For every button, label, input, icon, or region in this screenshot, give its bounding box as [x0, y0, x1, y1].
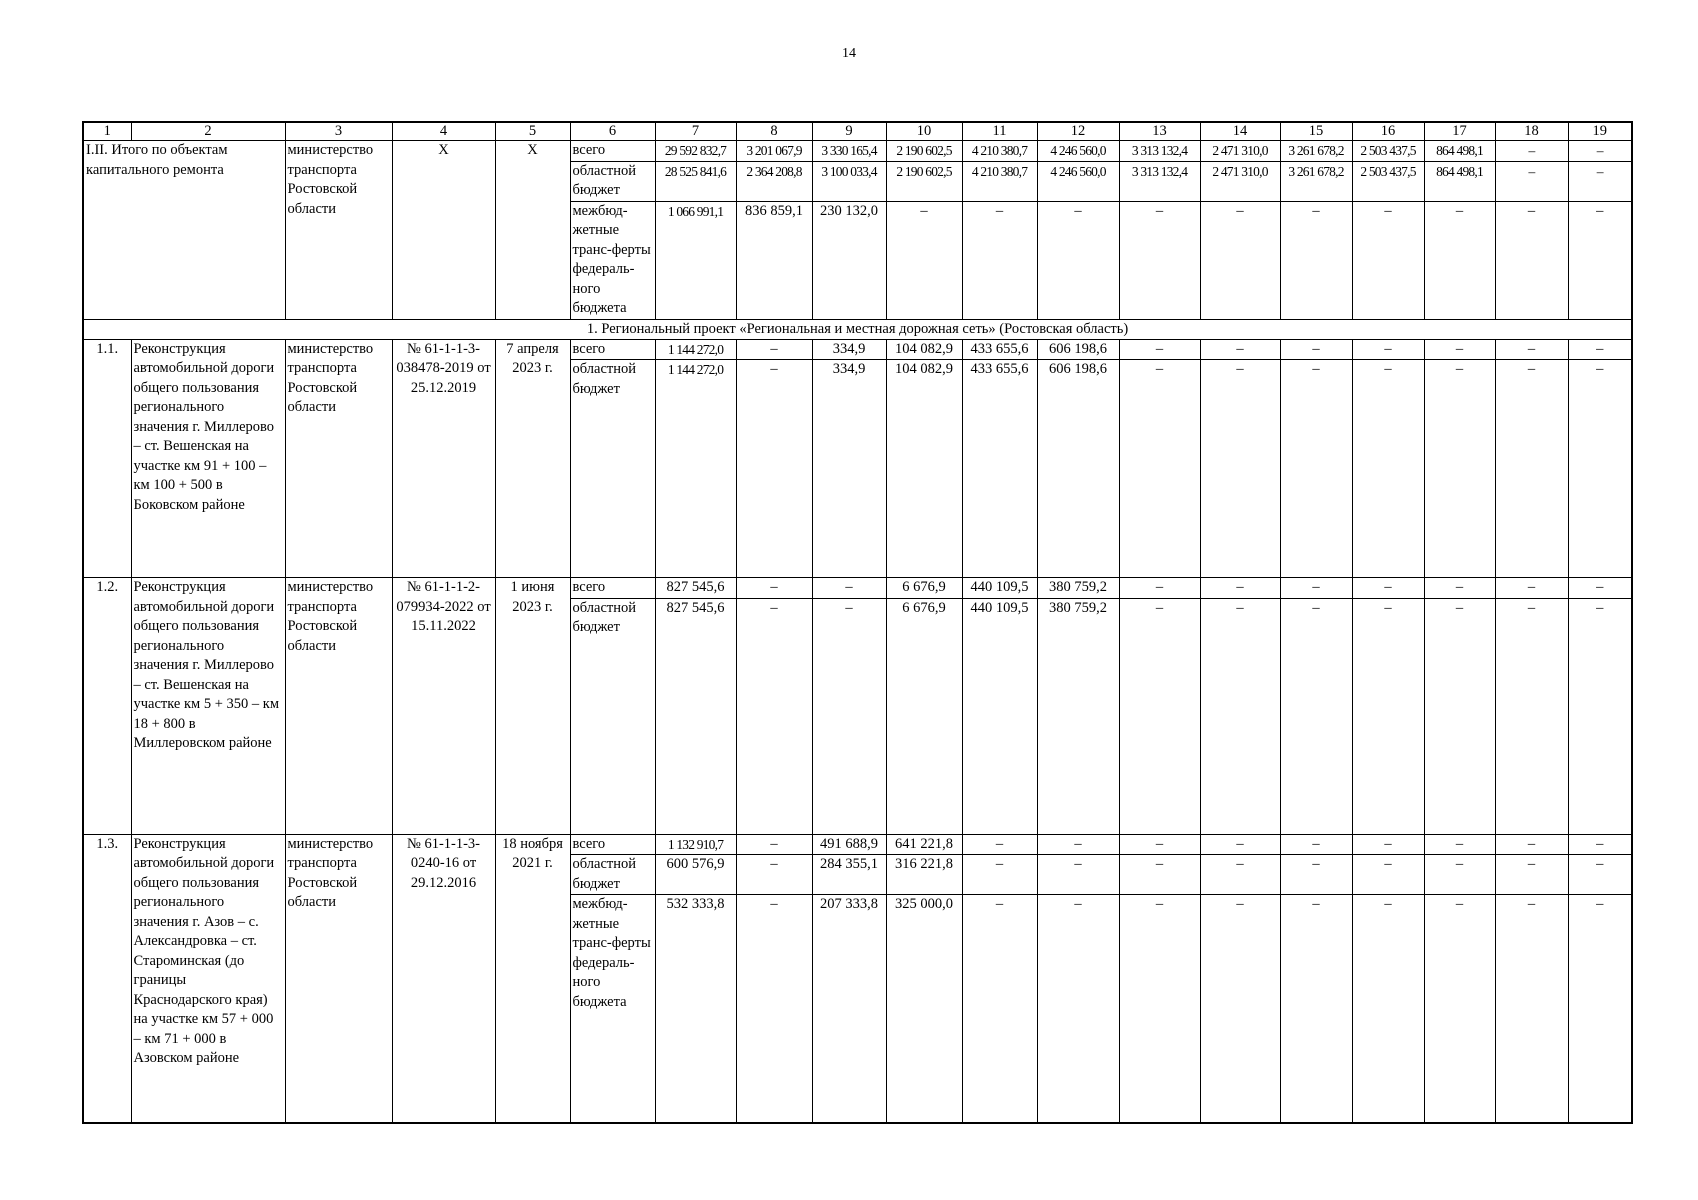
value-cell: –: [1119, 201, 1200, 319]
value-cell: 380 759,2: [1037, 578, 1119, 599]
value-cell: –: [962, 834, 1037, 855]
value-cell: –: [1424, 834, 1495, 855]
value-cell: 3 313 132,4: [1119, 141, 1200, 162]
funding-label: областной бюджет: [570, 161, 655, 201]
value-cell: –: [1280, 578, 1352, 599]
value-cell: 3 330 165,4: [812, 141, 886, 162]
value-cell: 4 210 380,7: [962, 141, 1037, 162]
value-cell: 1 144 272,0: [655, 339, 736, 360]
value-cell: –: [812, 578, 886, 599]
value-cell: –: [1200, 578, 1280, 599]
value-cell: 2 190 602,5: [886, 161, 962, 201]
value-cell: 433 655,6: [962, 360, 1037, 578]
value-cell: –: [1037, 201, 1119, 319]
value-cell: 6 676,9: [886, 598, 962, 834]
value-cell: 3 313 132,4: [1119, 161, 1200, 201]
value-cell: 2 471 310,0: [1200, 141, 1280, 162]
total-row-all: [83, 141, 1632, 162]
col-header: 14: [1200, 122, 1280, 141]
value-cell: –: [1495, 201, 1568, 319]
value-cell: 1 066 991,1: [655, 201, 736, 319]
value-cell: –: [1495, 855, 1568, 895]
value-cell: 836 859,1: [736, 201, 812, 319]
value-cell: 1 144 272,0: [655, 360, 736, 578]
value-cell: –: [1495, 339, 1568, 360]
value-cell: 864 498,1: [1424, 161, 1495, 201]
value-cell: 2 190 602,5: [886, 141, 962, 162]
value-cell: –: [1280, 834, 1352, 855]
value-cell: 3 100 033,4: [812, 161, 886, 201]
value-cell: 606 198,6: [1037, 339, 1119, 360]
value-cell: –: [1200, 834, 1280, 855]
value-cell: –: [1568, 895, 1632, 1123]
value-cell: 2 503 437,5: [1352, 161, 1424, 201]
value-cell: –: [1280, 339, 1352, 360]
col-header: 5: [495, 122, 570, 141]
project-index: 1.2.: [83, 578, 131, 835]
value-cell: –: [736, 578, 812, 599]
value-cell: 827 545,6: [655, 578, 736, 599]
value-cell: –: [1495, 578, 1568, 599]
project-agency: министерство транспорта Ростовской области: [285, 578, 392, 835]
value-cell: –: [1495, 895, 1568, 1123]
project-doc: № 61-1-1-3-0240-16 от 29.12.2016: [392, 834, 495, 1123]
value-cell: –: [736, 855, 812, 895]
col-header: 13: [1119, 122, 1200, 141]
value-cell: 4 246 560,0: [1037, 141, 1119, 162]
project-name: Реконструкция автомобильной дороги общего пользования регионального значения г. Азов – с. Александровка – ст. Староминская (до границы Краснодарского края) на участке км 57 + 000 – км 71 + 000 в Азовском районе: [131, 834, 285, 1123]
value-cell: –: [1119, 834, 1200, 855]
value-cell: 440 109,5: [962, 578, 1037, 599]
funding-label: межбюд-жетные транс-ферты федераль-ного бюджета: [570, 201, 655, 319]
value-cell: 641 221,8: [886, 834, 962, 855]
value-cell: 334,9: [812, 360, 886, 578]
value-cell: –: [1495, 360, 1568, 578]
value-cell: –: [1568, 161, 1632, 201]
value-cell: 827 545,6: [655, 598, 736, 834]
value-cell: –: [812, 598, 886, 834]
value-cell: 325 000,0: [886, 895, 962, 1123]
funding-label: всего: [570, 339, 655, 360]
column-number-row: [83, 122, 1632, 141]
value-cell: –: [1037, 895, 1119, 1123]
value-cell: 104 082,9: [886, 339, 962, 360]
project-doc: № 61-1-1-3-038478-2019 от 25.12.2019: [392, 339, 495, 578]
total-agency: министерство транспорта Ростовской области: [285, 141, 392, 320]
value-cell: 2 503 437,5: [1352, 141, 1424, 162]
col-header: 15: [1280, 122, 1352, 141]
value-cell: –: [1352, 201, 1424, 319]
value-cell: –: [1119, 598, 1200, 834]
project-name: Реконструкция автомобильной дороги общего пользования регионального значения г. Миллерово – ст. Вешенская на участке км 91 + 100 – км 100 + 500 в Боковском районе: [131, 339, 285, 578]
col-header: 19: [1568, 122, 1632, 141]
value-cell: –: [1037, 834, 1119, 855]
project-index: 1.3.: [83, 834, 131, 1123]
funding-label: всего: [570, 834, 655, 855]
value-cell: –: [1568, 360, 1632, 578]
value-cell: –: [886, 201, 962, 319]
project-index: 1.1.: [83, 339, 131, 578]
col-header: 10: [886, 122, 962, 141]
project-agency: министерство транспорта Ростовской области: [285, 834, 392, 1123]
value-cell: –: [1424, 201, 1495, 319]
value-cell: 3 261 678,2: [1280, 161, 1352, 201]
project-doc: № 61-1-1-2-079934-2022 от 15.11.2022: [392, 578, 495, 835]
value-cell: –: [1424, 578, 1495, 599]
value-cell: 532 333,8: [655, 895, 736, 1123]
value-cell: 3 201 067,9: [736, 141, 812, 162]
value-cell: –: [1280, 895, 1352, 1123]
col-header: 16: [1352, 122, 1424, 141]
value-cell: –: [962, 201, 1037, 319]
project-date: 7 апреля 2023 г.: [495, 339, 570, 578]
value-cell: –: [1280, 855, 1352, 895]
value-cell: –: [1119, 339, 1200, 360]
value-cell: 4 210 380,7: [962, 161, 1037, 201]
total-title: I.II. Итого по объектам капитального ремонта: [83, 141, 285, 320]
value-cell: –: [1495, 598, 1568, 834]
value-cell: 29 592 832,7: [655, 141, 736, 162]
value-cell: –: [1424, 360, 1495, 578]
funding-label: областной бюджет: [570, 855, 655, 895]
value-cell: 440 109,5: [962, 598, 1037, 834]
value-cell: –: [1568, 598, 1632, 834]
value-cell: 207 333,8: [812, 895, 886, 1123]
value-cell: –: [1280, 360, 1352, 578]
col-header: 12: [1037, 122, 1119, 141]
col-header: 18: [1495, 122, 1568, 141]
total-col5: Х: [495, 141, 570, 320]
value-cell: –: [1200, 598, 1280, 834]
value-cell: 230 132,0: [812, 201, 886, 319]
section-title: 1. Региональный проект «Региональная и местная дорожная сеть» (Ростовская область): [83, 319, 1632, 339]
col-header: 2: [131, 122, 285, 141]
value-cell: 491 688,9: [812, 834, 886, 855]
value-cell: 864 498,1: [1424, 141, 1495, 162]
value-cell: 1 132 910,7: [655, 834, 736, 855]
value-cell: –: [736, 360, 812, 578]
value-cell: 334,9: [812, 339, 886, 360]
value-cell: –: [1119, 855, 1200, 895]
col-header: 17: [1424, 122, 1495, 141]
page-number: 14: [842, 46, 856, 61]
funding-label: всего: [570, 578, 655, 599]
value-cell: 3 261 678,2: [1280, 141, 1352, 162]
value-cell: –: [962, 855, 1037, 895]
col-header: 8: [736, 122, 812, 141]
value-cell: 28 525 841,6: [655, 161, 736, 201]
value-cell: –: [1352, 598, 1424, 834]
value-cell: 4 246 560,0: [1037, 161, 1119, 201]
funding-label: областной бюджет: [570, 360, 655, 578]
value-cell: –: [1495, 834, 1568, 855]
funding-label: межбюд-жетные транс-ферты федераль-ного бюджета: [570, 895, 655, 1123]
value-cell: –: [1568, 578, 1632, 599]
value-cell: 600 576,9: [655, 855, 736, 895]
value-cell: –: [1200, 201, 1280, 319]
project-row: [83, 834, 1632, 855]
value-cell: –: [1037, 855, 1119, 895]
value-cell: –: [736, 598, 812, 834]
col-header: 9: [812, 122, 886, 141]
value-cell: 6 676,9: [886, 578, 962, 599]
value-cell: 104 082,9: [886, 360, 962, 578]
value-cell: –: [1424, 598, 1495, 834]
value-cell: –: [1200, 360, 1280, 578]
project-date: 18 ноября 2021 г.: [495, 834, 570, 1123]
value-cell: –: [1495, 161, 1568, 201]
funding-label: всего: [570, 141, 655, 162]
value-cell: –: [1352, 578, 1424, 599]
value-cell: 284 355,1: [812, 855, 886, 895]
value-cell: –: [1424, 895, 1495, 1123]
project-date: 1 июня 2023 г.: [495, 578, 570, 835]
value-cell: –: [736, 895, 812, 1123]
value-cell: 2 471 310,0: [1200, 161, 1280, 201]
col-header: 4: [392, 122, 495, 141]
value-cell: –: [1568, 834, 1632, 855]
value-cell: 606 198,6: [1037, 360, 1119, 578]
total-col4: Х: [392, 141, 495, 320]
value-cell: –: [1424, 339, 1495, 360]
col-header: 7: [655, 122, 736, 141]
value-cell: –: [1119, 360, 1200, 578]
value-cell: 316 221,8: [886, 855, 962, 895]
value-cell: –: [1200, 855, 1280, 895]
value-cell: –: [1119, 895, 1200, 1123]
value-cell: –: [1568, 201, 1632, 319]
col-header: 6: [570, 122, 655, 141]
value-cell: –: [962, 895, 1037, 1123]
project-row: [83, 339, 1632, 360]
project-agency: министерство транспорта Ростовской области: [285, 339, 392, 578]
value-cell: –: [1280, 598, 1352, 834]
value-cell: 2 364 208,8: [736, 161, 812, 201]
value-cell: –: [736, 339, 812, 360]
value-cell: –: [1352, 360, 1424, 578]
project-row: [83, 578, 1632, 599]
value-cell: –: [1200, 895, 1280, 1123]
value-cell: –: [736, 834, 812, 855]
budget-table: [82, 121, 1633, 1124]
value-cell: –: [1280, 201, 1352, 319]
col-header: 11: [962, 122, 1037, 141]
value-cell: –: [1568, 855, 1632, 895]
value-cell: 380 759,2: [1037, 598, 1119, 834]
project-name: Реконструкция автомобильной дороги общего пользования регионального значения г. Миллерово – ст. Вешенская на участке км 5 + 350 – км 18 + 800 в Миллеровском районе: [131, 578, 285, 835]
funding-label: областной бюджет: [570, 598, 655, 834]
col-header: 3: [285, 122, 392, 141]
value-cell: 433 655,6: [962, 339, 1037, 360]
value-cell: –: [1352, 895, 1424, 1123]
value-cell: –: [1352, 834, 1424, 855]
value-cell: –: [1495, 141, 1568, 162]
value-cell: –: [1352, 855, 1424, 895]
section-row: [83, 319, 1632, 339]
col-header: 1: [83, 122, 131, 141]
value-cell: –: [1568, 339, 1632, 360]
value-cell: –: [1424, 855, 1495, 895]
value-cell: –: [1119, 578, 1200, 599]
value-cell: –: [1568, 141, 1632, 162]
value-cell: –: [1352, 339, 1424, 360]
value-cell: –: [1200, 339, 1280, 360]
